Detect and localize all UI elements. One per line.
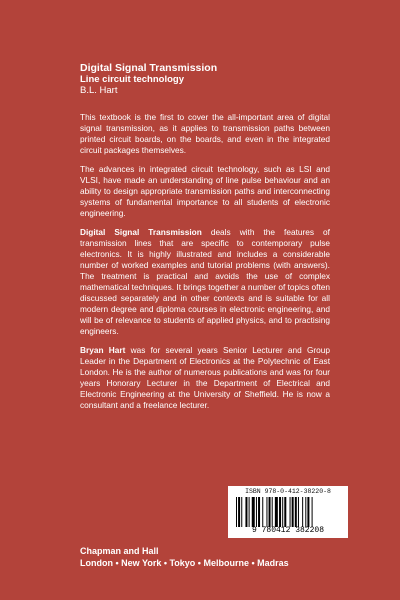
blurb-paragraph-3-text: deals with the features of transmission lines that are specific to contemporary pulse electronics. It is highly illustrated and includes a considerable number of worked examples and tutorial problems (with answers). The treatment is practical and avoids the use of complex mathematical techniques. It brings together a number of topics often discussed separately and in other contexts and is suitable for all modern degree and diploma courses in electronic engineering, and will be of relevance to students of applied physics, and to practising engineers.: [80, 227, 330, 336]
blurb: [80, 112, 330, 419]
barcode-box: [228, 486, 348, 538]
blurb-paragraph-2: The advances in integrated circuit technology, such as LSI and VLSI, have made an understanding of line pulse behaviour and an ability to design appropriate transmission paths and interconnecting systems of fundamental importance to all students of electronic engineering.: [80, 164, 330, 218]
publisher-cities: London • New York • Tokyo • Melbourne • Madras: [80, 558, 289, 568]
blurb-paragraph-3-lead: Digital Signal Transmission: [80, 227, 202, 237]
blurb-paragraph-1: This textbook is the first to cover the all-important area of digital signal transmission, as it applies to transmission paths between printed circuit boards, on the boards, and even in the integrated circuit packages themselves.: [80, 112, 330, 155]
isbn-label: ISBN 978-0-412-38220-8: [245, 488, 331, 495]
barcode-bars: [236, 497, 340, 527]
publisher-block: [80, 545, 370, 569]
book-author: B.L. Hart: [80, 85, 118, 96]
book-subtitle: Line circuit technology: [80, 74, 184, 85]
title-block: [80, 62, 340, 96]
blurb-paragraph-3: [80, 227, 330, 337]
book-title: Digital Signal Transmission: [80, 62, 218, 74]
author-bio-text: was for several years Senior Lecturer and Group Leader in the Department of Electronics at the Polytechnic of East London. He is the author of numerous publications and was for four years Honorary Lecturer in the Department of Electrical and Electronic Engineering at the University of Sheffield. He is now a consultant and a freelance lecturer.: [80, 345, 330, 410]
author-bio: [80, 345, 330, 411]
publisher-name: Chapman and Hall: [80, 546, 159, 556]
author-bio-name: Bryan Hart: [80, 345, 126, 355]
barcode-digits: 9 780412 382208: [251, 526, 324, 535]
